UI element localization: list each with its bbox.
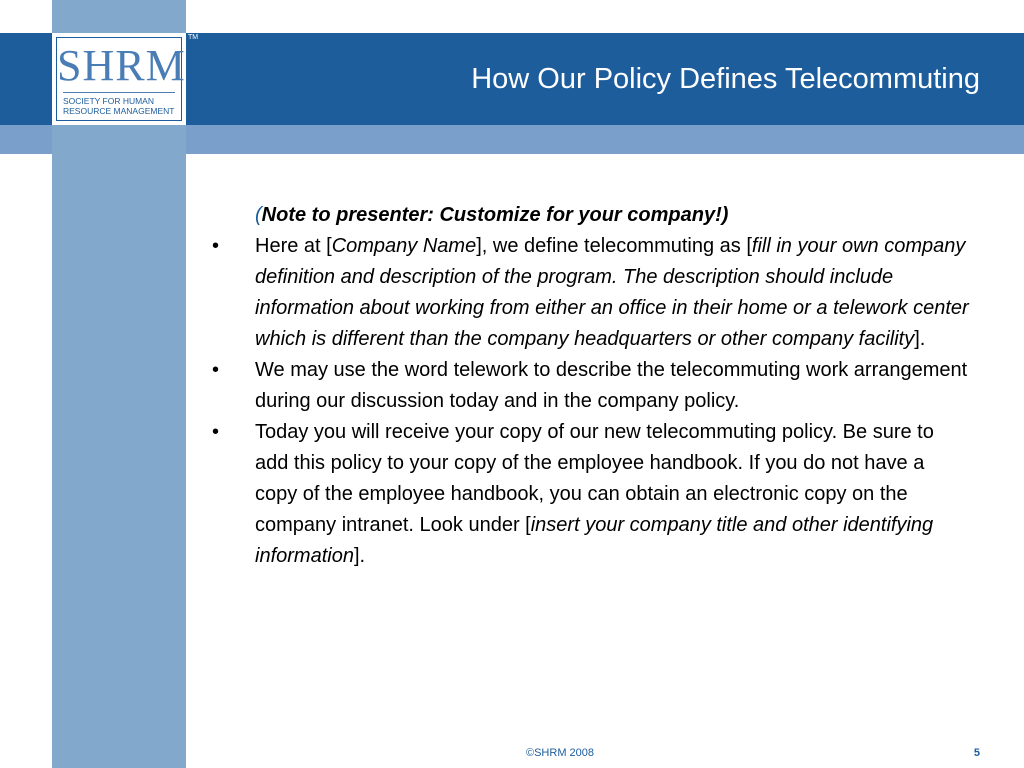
bullet-dot: • — [212, 421, 220, 443]
bullet-item-telework — [210, 355, 970, 417]
logo-mark: SHRM — [57, 41, 186, 90]
bullet-dot: • — [212, 359, 220, 381]
bullet-3-placeholder: insert your company title and other identifying information — [255, 514, 934, 567]
bullet-1-text-3: ]. — [914, 328, 926, 350]
bullet-item-policy-copy — [210, 417, 970, 572]
slide-title: How Our Policy Defines Telecommuting — [471, 63, 980, 95]
trademark-mark: TM — [188, 34, 199, 41]
footer-page-number: 5 — [973, 747, 980, 759]
bullet-list — [210, 231, 970, 572]
bullet-1-text-1: Here at [ — [255, 235, 332, 257]
note-text: Note to presenter: Customize for your company!) — [261, 204, 729, 226]
logo-frame — [56, 37, 186, 121]
footer-copyright: ©SHRM 2008 — [525, 747, 595, 759]
slide-body — [210, 200, 970, 572]
bullet-dot: • — [212, 235, 220, 257]
bullet-3-text-1: Today you will receive your copy of our new telecommuting policy. Be sure to add this policy to your copy of the employee handbook. If you do not have a copy of the employee handbook, you can obtain an electronic copy on the company intranet. Look under [ — [255, 421, 934, 536]
logo-subtitle: SOCIETY FOR HUMAN RESOURCE MANAGEMENT — [63, 96, 175, 116]
logo-divider — [63, 92, 175, 93]
presenter-note — [255, 200, 970, 231]
bullet-item-definition — [210, 231, 970, 355]
note-open-paren: ( — [255, 204, 262, 226]
bullet-1-text-2: ], we define telecommuting as [ — [476, 235, 752, 257]
bullet-3-text-2: ]. — [353, 545, 366, 567]
shrm-logo — [52, 33, 186, 125]
bullet-1-definition-placeholder: fill in your own company definition and description of the program. The description should include information about working from either an office in their home or a telework center which is different than the company headquarters or other company facility — [255, 235, 969, 350]
bullet-1-company-name: Company Name — [331, 235, 477, 257]
bullet-2-text: We may use the word telework to describe the telecommuting work arrangement during our discussion today and in the company policy. — [255, 359, 968, 412]
